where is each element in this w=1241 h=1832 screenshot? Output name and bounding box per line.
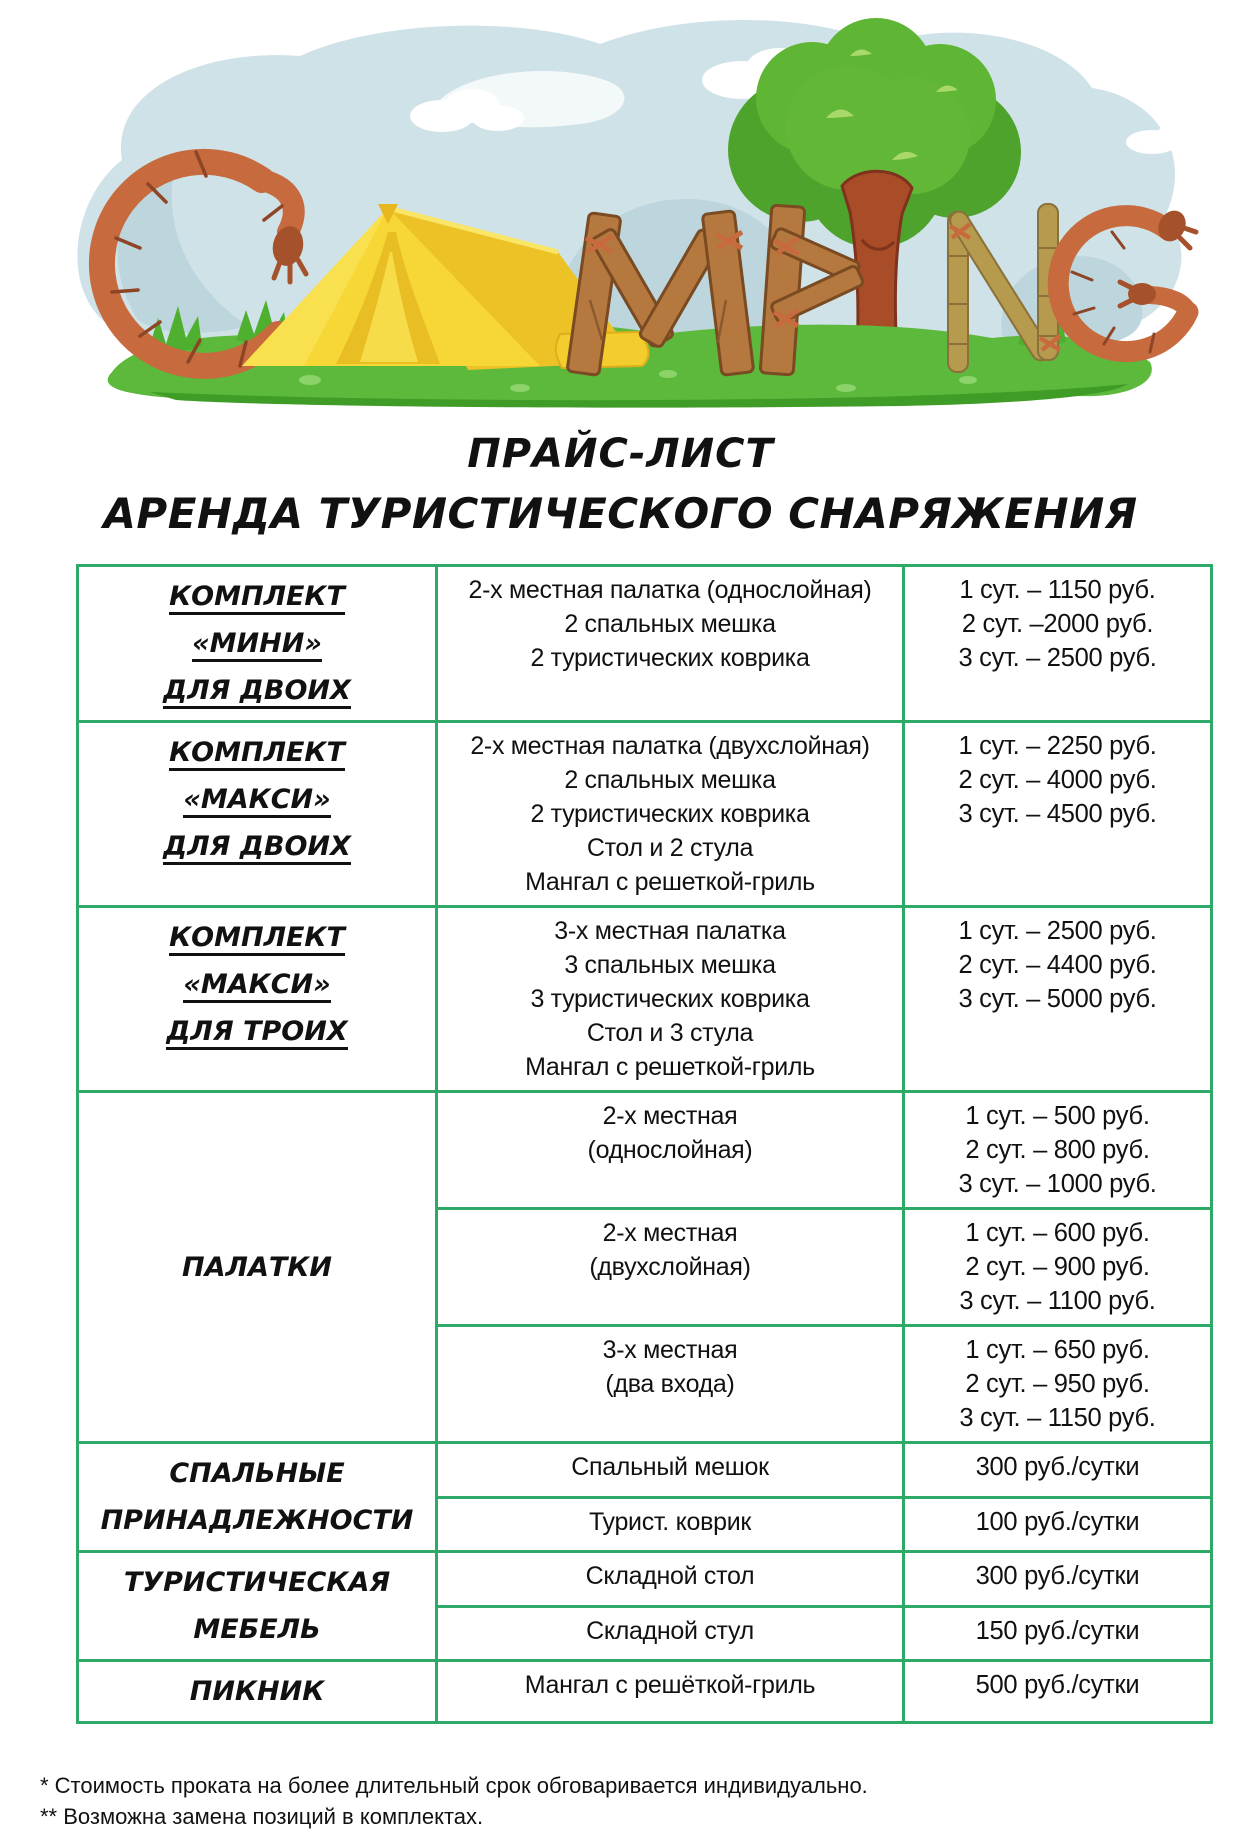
prices-cell	[904, 1209, 1212, 1326]
cell-line: 500 руб./сутки	[975, 1671, 1140, 1699]
cell-line: Мангал с решеткой-гриль	[525, 868, 815, 896]
cell-line: 2-х местная	[602, 1219, 738, 1247]
cell-line: (однослойная)	[587, 1136, 753, 1164]
prices-cell	[904, 722, 1212, 907]
cell-line: 1 сут. – 1150 руб.	[959, 576, 1156, 604]
items-cell	[437, 1443, 904, 1498]
cell-line: Мангал с решёткой-гриль	[524, 1671, 816, 1699]
prices-cell	[904, 1443, 1212, 1498]
table-row	[78, 1443, 1212, 1498]
cell-line: 3-х местная палатка	[554, 917, 786, 945]
items-cell	[437, 1497, 904, 1552]
category-line: «МАКСИ»	[87, 961, 427, 1008]
prices-cell	[904, 1552, 1212, 1607]
cell-line: 2-х местная палатка (двухслойная)	[470, 732, 870, 760]
prices-cell	[904, 566, 1212, 722]
cell-line: 1 сут. – 2500 руб.	[958, 917, 1157, 945]
footnote-2: ** Возможна замена позиций в комплектах.	[40, 1804, 484, 1829]
cell-line: 1 сут. – 600 руб.	[965, 1219, 1150, 1247]
table-row	[78, 1552, 1212, 1607]
items-cell	[437, 1606, 904, 1661]
category-cell	[78, 722, 437, 907]
page-title: ПРАЙС-ЛИСТ	[467, 431, 774, 477]
prices-cell	[904, 1661, 1212, 1723]
prices-cell	[904, 1092, 1212, 1209]
cell-line: 2-х местная палатка (однослойная)	[468, 576, 872, 604]
price-table	[76, 564, 1213, 1724]
cell-line: Складной стул	[586, 1616, 754, 1645]
cell-line: 3 сут. – 1100 руб.	[959, 1287, 1156, 1315]
category-line: ПРИНАДЛЕЖНОСТИ	[100, 1505, 414, 1536]
page-subtitle: АРЕНДА ТУРИСТИЧЕСКОГО СНАРЯЖЕНИЯ	[103, 489, 1138, 538]
items-cell	[437, 1209, 904, 1326]
cell-line: 3 сут. – 2500 руб.	[958, 644, 1157, 672]
category-line: ПАЛАТКИ	[182, 1251, 332, 1283]
category-line: ДЛЯ ДВОИХ	[87, 823, 427, 870]
category-line: «МАКСИ»	[87, 776, 427, 823]
cell-line: 300 руб./сутки	[975, 1453, 1140, 1481]
price-table-body	[78, 566, 1212, 1723]
items-cell	[437, 722, 904, 907]
cell-line: 2 сут. – 4000 руб.	[958, 766, 1157, 794]
cell-line: 2 сут. – 950 руб.	[965, 1370, 1150, 1398]
category-cell	[78, 566, 437, 722]
prices-cell	[904, 1497, 1212, 1552]
prices-cell	[904, 907, 1212, 1092]
cell-line: 1 сут. – 2250 руб.	[958, 732, 1157, 760]
category-cell	[78, 1443, 437, 1552]
category-cell	[78, 907, 437, 1092]
cell-line: 3 сут. – 4500 руб.	[958, 800, 1157, 828]
footnotes	[40, 1770, 1241, 1832]
cell-line: Стол и 2 стула	[586, 834, 754, 862]
footnote-1: * Стоимость проката на более длительный срок обговаривается индивидуально.	[40, 1773, 868, 1798]
cell-line: 2 туристических коврика	[530, 800, 810, 828]
cell-line: 3 туристических коврика	[530, 985, 810, 1013]
cell-line: 300 руб./сутки	[975, 1562, 1140, 1590]
category-cell	[78, 1661, 437, 1723]
items-cell	[437, 566, 904, 722]
category-line: ПИКНИК	[189, 1676, 325, 1707]
cell-line: Мангал с решеткой-гриль	[525, 1053, 815, 1081]
category-line: ДЛЯ ДВОИХ	[87, 667, 427, 714]
cell-line: 1 сут. – 500 руб.	[965, 1102, 1150, 1130]
cell-line: (двухслойная)	[589, 1253, 751, 1281]
category-line: СПАЛЬНЫЕ	[169, 1458, 345, 1489]
cell-line: 2 сут. – 800 руб.	[965, 1136, 1150, 1164]
category-line: «МИНИ»	[87, 620, 427, 667]
cell-line: Спальный мешок	[571, 1453, 769, 1481]
category-cell	[78, 1552, 437, 1661]
cell-line: 100 руб./сутки	[975, 1507, 1140, 1536]
items-cell	[437, 1552, 904, 1607]
cell-line: 3-х местная	[602, 1336, 738, 1364]
prices-cell	[904, 1606, 1212, 1661]
table-row	[78, 566, 1212, 722]
items-cell	[437, 907, 904, 1092]
category-line: ТУРИСТИЧЕСКАЯ	[123, 1567, 391, 1598]
items-cell	[437, 1092, 904, 1209]
cell-line: 2 спальных мешка	[564, 610, 776, 638]
category-line: ДЛЯ ТРОИХ	[87, 1008, 427, 1055]
category-line: КОМПЛЕКТ	[87, 573, 427, 620]
cell-line: Складной стол	[585, 1562, 755, 1590]
items-cell	[437, 1661, 904, 1723]
prices-cell	[904, 1326, 1212, 1443]
category-line: КОМПЛЕКТ	[87, 914, 427, 961]
cell-line: 3 сут. – 1000 руб.	[958, 1170, 1157, 1198]
category-cell	[78, 1092, 437, 1443]
category-line: КОМПЛЕКТ	[87, 729, 427, 776]
cell-line: 2 сут. –2000 руб.	[961, 610, 1154, 638]
table-row	[78, 1661, 1212, 1723]
table-row	[78, 722, 1212, 907]
title-block	[0, 428, 1241, 542]
camping-logo-illustration	[0, 0, 1241, 410]
table-row	[78, 907, 1212, 1092]
cell-line: 2 сут. – 4400 руб.	[958, 951, 1157, 979]
cell-line: 2 туристических коврика	[530, 644, 810, 672]
cell-line: 3 сут. – 5000 руб.	[958, 985, 1157, 1013]
cell-line: 2-х местная	[602, 1102, 738, 1130]
cell-line: Стол и 3 стула	[586, 1019, 754, 1047]
cell-line: 2 сут. – 900 руб.	[965, 1253, 1150, 1281]
category-line: МЕБЕЛЬ	[193, 1614, 321, 1645]
cell-line: 1 сут. – 650 руб.	[965, 1336, 1150, 1364]
table-row	[78, 1092, 1212, 1209]
cell-line: (два входа)	[605, 1370, 735, 1398]
cell-line: Турист. коврик	[588, 1507, 752, 1536]
cell-line: 3 сут. – 1150 руб.	[959, 1404, 1156, 1432]
cell-line: 3 спальных мешка	[564, 951, 776, 979]
cell-line: 150 руб./сутки	[975, 1616, 1140, 1645]
items-cell	[437, 1326, 904, 1443]
cell-line: 2 спальных мешка	[564, 766, 776, 794]
